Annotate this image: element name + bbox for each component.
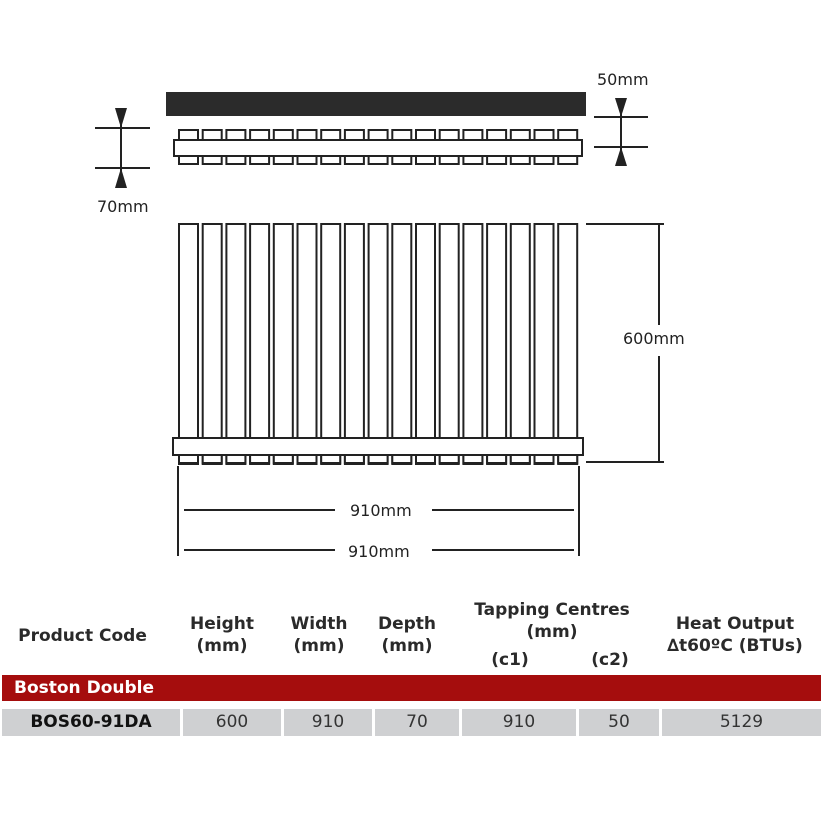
radiator-tube [321, 224, 340, 464]
header-c2: (c2) [591, 650, 629, 670]
header-width-line2: (mm) [293, 636, 345, 656]
front-view-tubes [179, 224, 577, 464]
depth-arrow-bottom [115, 168, 127, 188]
header-depth [370, 613, 444, 657]
radiator-tube [179, 224, 198, 464]
group-label: Boston Double [14, 678, 155, 698]
gap-arrow-bottom [615, 147, 627, 166]
top-view-rail [174, 140, 582, 156]
radiator-tube [535, 224, 554, 464]
front-view-bottom-rail [173, 438, 583, 455]
depth-dimension [95, 122, 150, 176]
header-height-line1: Height [190, 614, 254, 634]
header-depth-line1: Depth [377, 614, 437, 634]
header-c1: (c1) [491, 650, 529, 670]
header-tapping-centres [458, 599, 646, 643]
header-heat-line2: ∆t60ºC (BTUs) [667, 636, 803, 656]
cell-c1: 910 [462, 709, 576, 736]
header-width-line1: Width [290, 614, 348, 634]
radiator-tube [463, 224, 482, 464]
wall-gap-label: 50mm [597, 70, 649, 89]
header-height [183, 613, 261, 657]
height-label: 600mm [623, 329, 685, 348]
header-tapping-line2: (mm) [526, 622, 578, 642]
radiator-tube [558, 224, 577, 464]
width-outer-label: 910mm [348, 542, 410, 561]
radiator-tube [298, 224, 317, 464]
cell-height: 600 [183, 709, 281, 736]
header-heat-line1: Heat Output [675, 614, 795, 634]
header-height-line2: (mm) [196, 636, 248, 656]
radiator-tube [487, 224, 506, 464]
radiator-tube [369, 224, 388, 464]
wall-gap-dimension [594, 112, 648, 152]
top-view-wall-bar [166, 92, 586, 116]
header-tapping-line1: Tapping Centres [474, 600, 630, 620]
depth-arrow-top [115, 108, 127, 128]
radiator-tube [416, 224, 435, 464]
depth-label: 70mm [97, 197, 149, 216]
header-product-code: Product Code [18, 626, 147, 646]
radiator-tube [203, 224, 222, 464]
radiator-tube [440, 224, 459, 464]
radiator-tube [511, 224, 530, 464]
cell-depth: 70 [375, 709, 459, 736]
cell-heat-output: 5129 [662, 709, 821, 736]
radiator-tube [345, 224, 364, 464]
cell-width: 910 [284, 709, 372, 736]
header-heat-output [655, 613, 815, 657]
radiator-tube [274, 224, 293, 464]
group-band [2, 675, 821, 701]
radiator-tube [392, 224, 411, 464]
header-depth-line2: (mm) [381, 636, 433, 656]
radiator-tube [226, 224, 245, 464]
cell-c2: 50 [579, 709, 659, 736]
width-inner-label: 910mm [350, 501, 412, 520]
gap-arrow-top [615, 98, 627, 117]
cell-product-code: BOS60-91DA [2, 709, 180, 736]
radiator-tube [250, 224, 269, 464]
header-width [282, 613, 356, 657]
